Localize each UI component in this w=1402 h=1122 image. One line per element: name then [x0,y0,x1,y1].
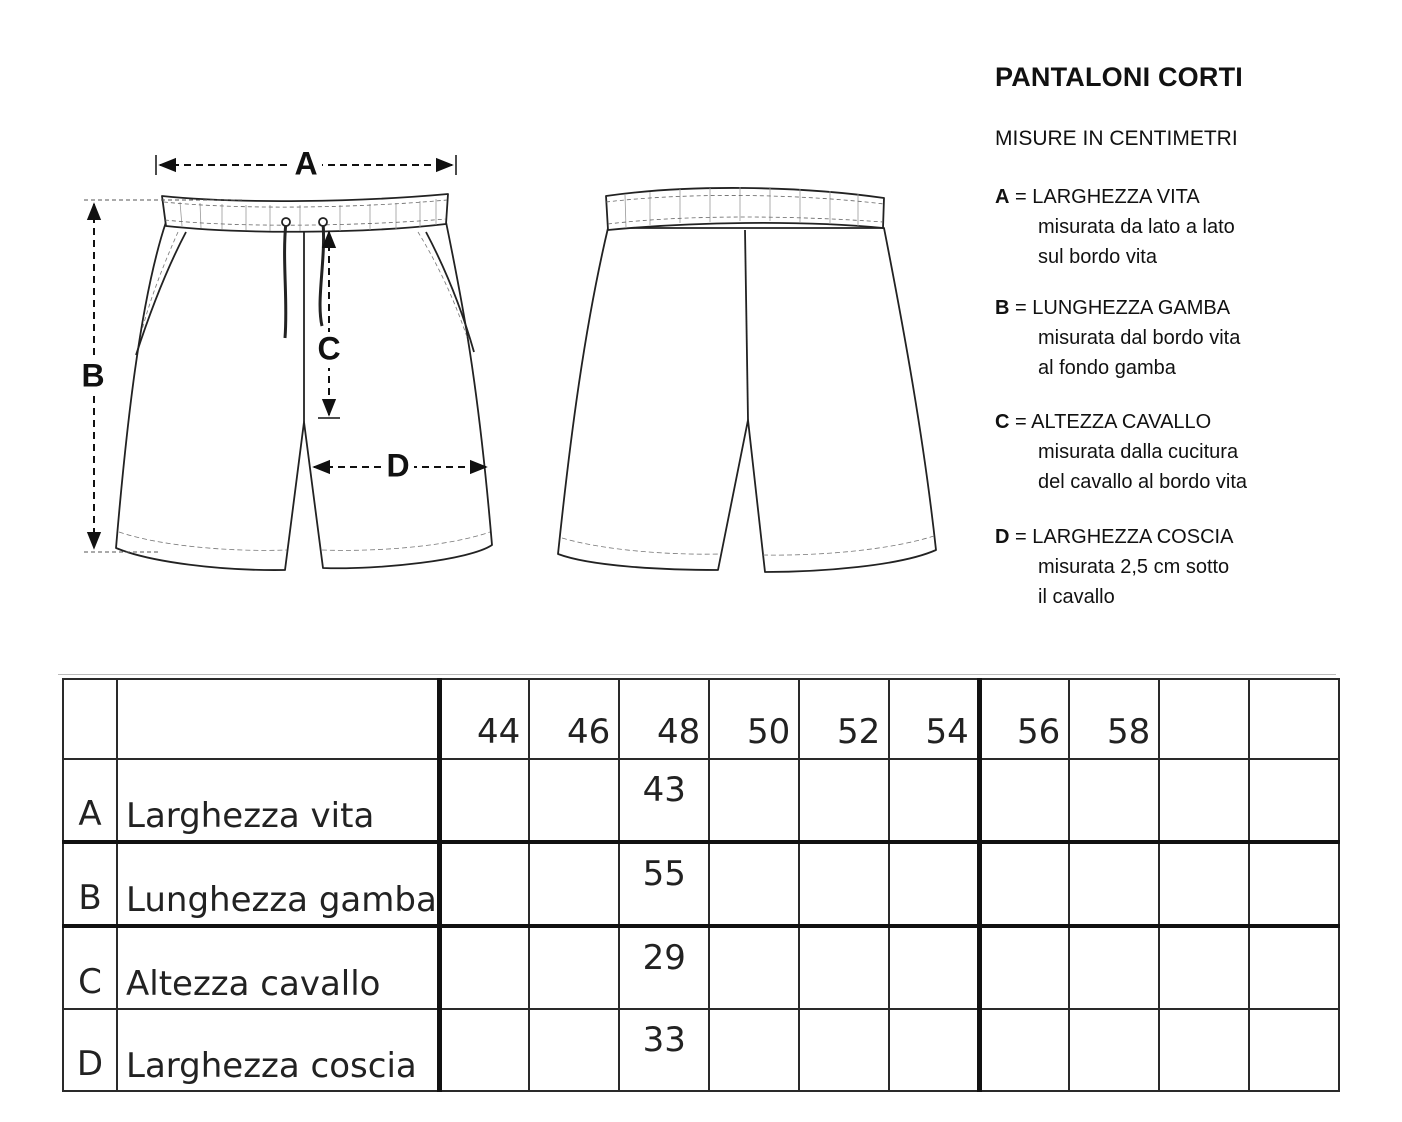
row-name: Altezza cavallo [117,926,439,1009]
value-cell [439,1009,529,1091]
legend-title: PANTALONI CORTI [995,62,1243,92]
legend-item-d [995,522,1233,612]
legend-key: A [995,186,1010,208]
measurement-legend [995,62,1375,608]
value-cell [709,759,799,842]
legend-item-desc: misurata dalla cucitura del cavallo al bordo vita [1038,441,1248,493]
value-cell [1249,759,1339,842]
value-cell [529,926,619,1009]
size-header: 52 [799,679,889,759]
value-cell [1159,842,1249,926]
shorts-technical-drawing [0,0,960,640]
value-cell [709,842,799,926]
value-cell [439,842,529,926]
value-cell [1069,759,1159,842]
value-cell [1159,1009,1249,1091]
table-row-c [63,926,1339,1009]
size-header: 56 [979,679,1069,759]
value-cell [889,759,979,842]
shorts-back-view [558,187,936,572]
value-cell [1159,926,1249,1009]
legend-key: C [995,411,1010,433]
legend-item-name: ALTEZZA CAVALLO [1031,411,1212,433]
value-cell [889,1009,979,1091]
row-name: Larghezza vita [117,759,439,842]
legend-item-a [995,182,1235,272]
legend-eq: = [1015,526,1027,548]
value-cell [439,926,529,1009]
legend-item-desc: misurata dal bordo vita al fondo gamba [1038,327,1241,379]
value-cell [889,926,979,1009]
legend-item-name: LARGHEZZA COSCIA [1032,526,1234,548]
value-cell [799,1009,889,1091]
table-header-row [63,679,1339,759]
size-header: 58 [1069,679,1159,759]
dimension-a [156,145,456,182]
front-drawstring-left [285,222,286,338]
value-cell [709,926,799,1009]
legend-key: D [995,526,1010,548]
legend-subtitle: MISURE IN CENTIMETRI [995,127,1238,150]
value-cell [1159,759,1249,842]
value-cell [979,842,1069,926]
value-cell [1069,926,1159,1009]
size-header: 44 [439,679,529,759]
value-cell [1249,1009,1339,1091]
back-waistband [606,188,884,230]
dimension-c-label: C [317,330,341,367]
size-header: 54 [889,679,979,759]
table-row-d [63,1009,1339,1091]
value-cell [979,926,1069,1009]
value-cell [889,842,979,926]
legend-item-c [995,407,1247,497]
value-cell: 55 [619,842,709,926]
value-cell [1249,926,1339,1009]
legend-item-desc: misurata da lato a lato sul bordo vita [1038,216,1235,268]
value-cell [799,926,889,1009]
value-cell [709,1009,799,1091]
legend-item-b [995,293,1240,383]
legend-item-desc: misurata 2,5 cm sotto il cavallo [1038,556,1230,608]
table-row-a [63,759,1339,842]
row-name: Lunghezza gamba [117,842,439,926]
legend-item-name: LUNGHEZZA GAMBA [1032,297,1231,319]
value-cell [979,759,1069,842]
value-cell: 29 [619,926,709,1009]
value-cell: 43 [619,759,709,842]
value-cell [529,759,619,842]
size-header: 48 [619,679,709,759]
size-header: 46 [529,679,619,759]
legend-item-name: LARGHEZZA VITA [1032,186,1200,208]
dimension-a-label: A [294,145,318,182]
size-header [1249,679,1339,759]
row-letter: C [63,926,117,1009]
size-table [62,678,1340,1092]
table-top-rule [58,674,1336,675]
value-cell: 33 [619,1009,709,1091]
value-cell [799,842,889,926]
value-cell [1069,1009,1159,1091]
value-cell [1069,842,1159,926]
value-cell [529,842,619,926]
size-header [1159,679,1249,759]
value-cell [799,759,889,842]
legend-eq: = [1015,411,1027,433]
dimension-b-label: B [81,357,105,394]
row-letter: A [63,759,117,842]
dimension-d-label: D [386,447,410,484]
value-cell [979,1009,1069,1091]
legend-eq: = [1015,297,1027,319]
size-header: 50 [709,679,799,759]
header-empty-cell [117,679,439,759]
header-empty-cell [63,679,117,759]
table-row-b [63,842,1339,926]
row-name: Larghezza coscia [117,1009,439,1091]
row-letter: D [63,1009,117,1091]
value-cell [439,759,529,842]
value-cell [1249,842,1339,926]
value-cell [529,1009,619,1091]
legend-eq: = [1015,186,1027,208]
shorts-front-view [116,194,492,570]
row-letter: B [63,842,117,926]
legend-key: B [995,297,1010,319]
